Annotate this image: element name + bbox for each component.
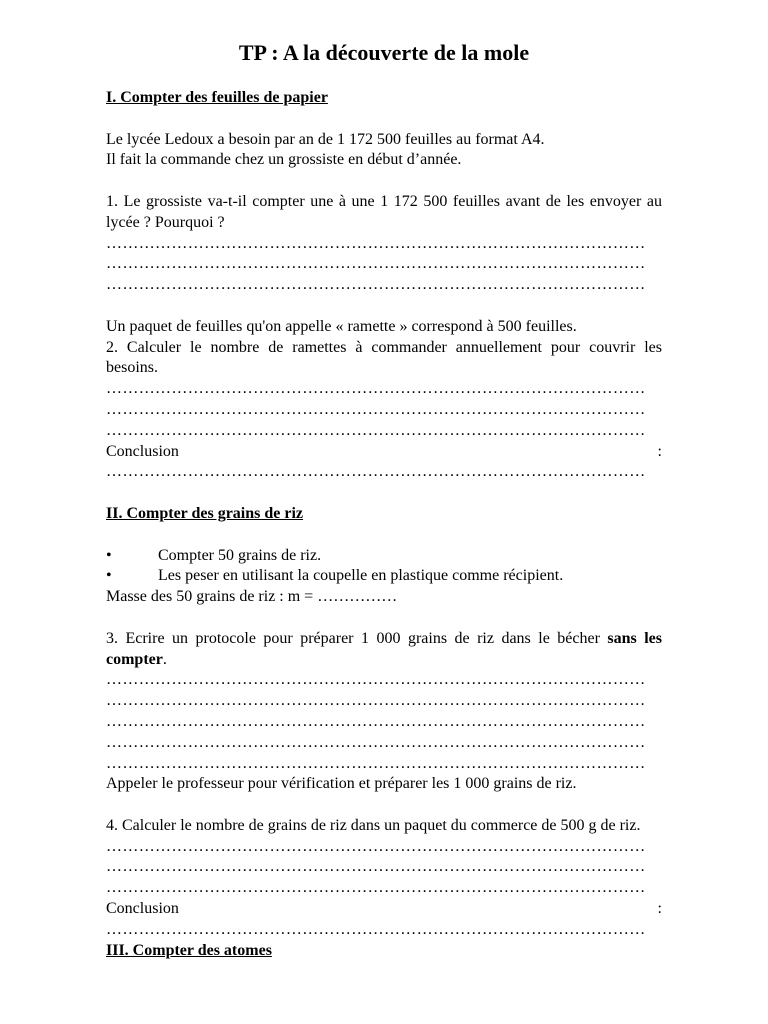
answer-line: ………………………………………………………………………………………	[106, 421, 646, 439]
answer-line: ………………………………………………………………………………………	[106, 920, 646, 938]
worksheet-content	[106, 88, 662, 961]
bullet-icon: •	[106, 546, 112, 564]
conclusion-colon: :	[657, 900, 662, 918]
conclusion-label: Conclusion	[106, 442, 179, 460]
answer-line: ………………………………………………………………………………………	[106, 255, 646, 273]
bullet-icon: •	[106, 567, 112, 585]
question-4: 4. Calculer le nombre de grains de riz dans un paquet du commerce de 500 g de riz.	[106, 816, 641, 834]
section-2-heading: II. Compter des grains de riz	[106, 504, 304, 522]
section-1-heading: I. Compter des feuilles de papier	[106, 89, 328, 106]
answer-line: ………………………………………………………………………………………	[106, 837, 646, 855]
answer-line: ………………………………………………………………………………………	[106, 712, 646, 730]
answer-line: ………………………………………………………………………………………	[106, 879, 646, 897]
section-1-intro-1: Le lycée Ledoux a besoin par an de 1 172 500 feuilles au format A4.	[106, 130, 545, 148]
section-3-heading: III. Compter des atomes	[106, 941, 272, 959]
answer-line: ………………………………………………………………………………………	[106, 276, 646, 294]
answer-line: ………………………………………………………………………………………	[106, 692, 646, 710]
answer-line: ………………………………………………………………………………………	[106, 380, 646, 398]
section-1-intro-2: Il fait la commande chez un grossiste en début d’année.	[106, 151, 462, 169]
list-item	[106, 566, 662, 587]
mass-line: Masse des 50 grains de riz : m = ……………	[106, 588, 398, 606]
question-2: 2. Calculer le nombre de ramettes à commander annuellement pour couvrir les besoins.	[106, 338, 662, 377]
list-item-text: Les peser en utilisant la coupelle en plastique comme récipient.	[158, 567, 564, 585]
answer-line: ………………………………………………………………………………………	[106, 754, 646, 772]
conclusion-row	[106, 899, 662, 920]
conclusion-label: Conclusion	[106, 900, 179, 918]
answer-line: ………………………………………………………………………………………	[106, 858, 646, 876]
question-3-text: 3. Ecrire un protocole pour préparer 1 000 grains de riz dans le bécher	[106, 629, 608, 647]
answer-line: ………………………………………………………………………………………	[106, 671, 646, 689]
call-professor-line: Appeler le professeur pour vérification et préparer les 1 000 grains de riz.	[106, 775, 577, 793]
page-title: TP : A la découverte de la mole	[238, 40, 530, 65]
conclusion-row	[106, 442, 662, 463]
instruction-list	[106, 546, 662, 588]
question-1: 1. Le grossiste va-t-il compter une à une 1 172 500 feuilles avant de les envoyer au lycée ? Pourquoi ?	[106, 192, 662, 231]
question-3-emphasis: sans les compter	[106, 629, 663, 668]
list-item	[106, 546, 662, 567]
answer-line: ………………………………………………………………………………………	[106, 733, 646, 751]
list-item-text: Compter 50 grains de riz.	[158, 546, 322, 564]
answer-line: ………………………………………………………………………………………	[106, 463, 646, 481]
question-3-end: .	[162, 650, 167, 668]
question-3	[106, 629, 662, 671]
conclusion-colon: :	[657, 442, 662, 460]
answer-line: ………………………………………………………………………………………	[106, 234, 646, 252]
answer-line: ………………………………………………………………………………………	[106, 400, 646, 418]
ramette-definition: Un paquet de feuilles qu'on appelle « ramette » correspond à 500 feuilles.	[106, 317, 577, 335]
